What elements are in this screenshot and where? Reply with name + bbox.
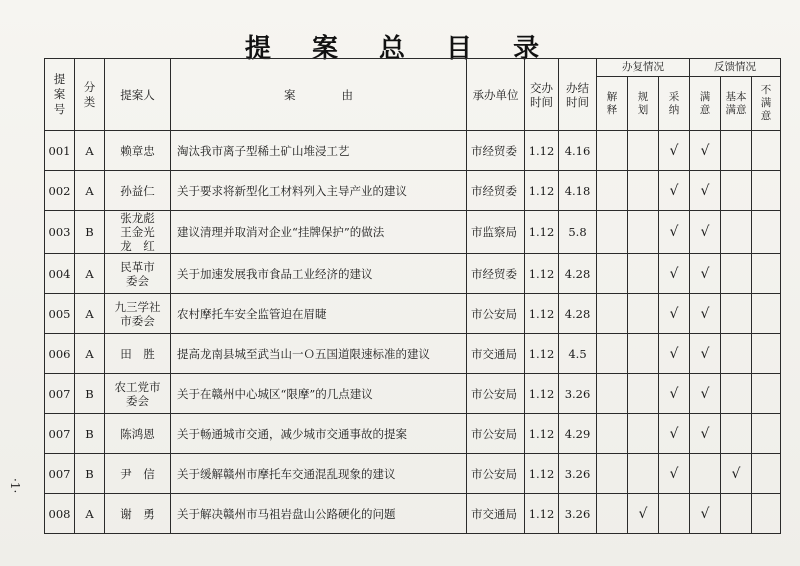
header-handling-group: 办复情况 bbox=[597, 59, 690, 77]
header-feedback-group: 反馈情况 bbox=[690, 59, 781, 77]
check-mark-unsatisfied bbox=[752, 131, 781, 171]
check-mark-explain bbox=[597, 294, 628, 334]
cell-done: 4.28 bbox=[559, 294, 597, 334]
cell-proposer: 谢 勇 bbox=[105, 494, 171, 534]
cell-done: 3.26 bbox=[559, 494, 597, 534]
cell-unit: 市公安局 bbox=[467, 414, 525, 454]
check-mark-unsatisfied bbox=[752, 254, 781, 294]
cell-no: 001 bbox=[45, 131, 75, 171]
cell-handover: 1.12 bbox=[525, 254, 559, 294]
cell-handover: 1.12 bbox=[525, 494, 559, 534]
check-mark-satisfied: √ bbox=[690, 334, 721, 374]
check-mark-unsatisfied bbox=[752, 494, 781, 534]
check-mark-plan bbox=[628, 374, 659, 414]
table-row bbox=[45, 334, 781, 374]
cell-unit: 市监察局 bbox=[467, 211, 525, 254]
cell-done: 3.26 bbox=[559, 454, 597, 494]
table-row bbox=[45, 171, 781, 211]
check-mark-adopt: √ bbox=[659, 211, 690, 254]
cell-unit: 市经贸委 bbox=[467, 171, 525, 211]
header-no: 提案号 bbox=[45, 59, 75, 131]
cell-no: 004 bbox=[45, 254, 75, 294]
check-mark-explain bbox=[597, 171, 628, 211]
cell-unit: 市公安局 bbox=[467, 454, 525, 494]
check-mark-plan bbox=[628, 414, 659, 454]
cell-proposer: 田 胜 bbox=[105, 334, 171, 374]
check-mark-plan bbox=[628, 454, 659, 494]
cell-category: B bbox=[75, 374, 105, 414]
header-unsatisfied: 不满意 bbox=[752, 77, 781, 131]
cell-category: B bbox=[75, 211, 105, 254]
check-mark-plan bbox=[628, 254, 659, 294]
check-mark-adopt: √ bbox=[659, 414, 690, 454]
header-proposer: 提案人 bbox=[105, 59, 171, 131]
check-mark-explain bbox=[597, 211, 628, 254]
table-row bbox=[45, 374, 781, 414]
check-mark-unsatisfied bbox=[752, 414, 781, 454]
check-mark-unsatisfied bbox=[752, 294, 781, 334]
check-mark-adopt: √ bbox=[659, 254, 690, 294]
check-mark-adopt: √ bbox=[659, 171, 690, 211]
cell-reason: 提高龙南县城至武当山一Ｏ五国道限速标准的建议 bbox=[171, 334, 467, 374]
check-mark-satisfied: √ bbox=[690, 374, 721, 414]
check-mark-basically-satisfied bbox=[721, 294, 752, 334]
header-adopt: 采纳 bbox=[659, 77, 690, 131]
page-number: ·1· bbox=[8, 478, 22, 494]
check-mark-plan: √ bbox=[628, 494, 659, 534]
table-row bbox=[45, 131, 781, 171]
cell-unit: 市经贸委 bbox=[467, 131, 525, 171]
check-mark-adopt: √ bbox=[659, 454, 690, 494]
check-mark-adopt: √ bbox=[659, 131, 690, 171]
cell-handover: 1.12 bbox=[525, 211, 559, 254]
check-mark-unsatisfied bbox=[752, 211, 781, 254]
check-mark-basically-satisfied bbox=[721, 131, 752, 171]
check-mark-satisfied: √ bbox=[690, 211, 721, 254]
check-mark-plan bbox=[628, 131, 659, 171]
cell-handover: 1.12 bbox=[525, 374, 559, 414]
page-title: 提 案 总 目 录 bbox=[244, 34, 556, 64]
cell-reason: 关于在赣州中心城区“限摩”的几点建议 bbox=[171, 374, 467, 414]
cell-proposer: 张龙彪 王金光 龙 红 bbox=[105, 211, 171, 254]
cell-done: 4.18 bbox=[559, 171, 597, 211]
check-mark-explain bbox=[597, 374, 628, 414]
cell-reason: 关于加速发展我市食品工业经济的建议 bbox=[171, 254, 467, 294]
cell-category: A bbox=[75, 494, 105, 534]
check-mark-satisfied bbox=[690, 454, 721, 494]
cell-no: 007 bbox=[45, 414, 75, 454]
header-satisfied: 满意 bbox=[690, 77, 721, 131]
check-mark-adopt: √ bbox=[659, 374, 690, 414]
cell-done: 4.28 bbox=[559, 254, 597, 294]
check-mark-plan bbox=[628, 294, 659, 334]
header-category: 分类 bbox=[75, 59, 105, 131]
cell-reason: 淘汰我市离子型稀土矿山堆浸工艺 bbox=[171, 131, 467, 171]
cell-category: A bbox=[75, 131, 105, 171]
check-mark-satisfied: √ bbox=[690, 171, 721, 211]
check-mark-adopt bbox=[659, 494, 690, 534]
cell-reason: 关于解决赣州市马祖岩盘山公路硬化的问题 bbox=[171, 494, 467, 534]
header-explain: 解释 bbox=[597, 77, 628, 131]
cell-handover: 1.12 bbox=[525, 294, 559, 334]
check-mark-basically-satisfied bbox=[721, 494, 752, 534]
cell-no: 005 bbox=[45, 294, 75, 334]
cell-proposer: 尹 信 bbox=[105, 454, 171, 494]
proposal-table bbox=[44, 58, 781, 534]
cell-proposer: 赖章忠 bbox=[105, 131, 171, 171]
cell-category: A bbox=[75, 254, 105, 294]
cell-no: 006 bbox=[45, 334, 75, 374]
check-mark-basically-satisfied bbox=[721, 171, 752, 211]
cell-reason: 关于要求将新型化工材料列入主导产业的建议 bbox=[171, 171, 467, 211]
check-mark-explain bbox=[597, 414, 628, 454]
table-row bbox=[45, 211, 781, 254]
cell-unit: 市交通局 bbox=[467, 494, 525, 534]
check-mark-satisfied: √ bbox=[690, 254, 721, 294]
check-mark-adopt: √ bbox=[659, 294, 690, 334]
check-mark-unsatisfied bbox=[752, 171, 781, 211]
check-mark-satisfied: √ bbox=[690, 414, 721, 454]
table-row bbox=[45, 294, 781, 334]
cell-proposer: 陈鸿恩 bbox=[105, 414, 171, 454]
check-mark-unsatisfied bbox=[752, 334, 781, 374]
header-unit: 承办单位 bbox=[467, 59, 525, 131]
check-mark-plan bbox=[628, 211, 659, 254]
check-mark-basically-satisfied bbox=[721, 414, 752, 454]
header-handover-time: 交办时间 bbox=[525, 59, 559, 131]
header-reason: 案 由 bbox=[171, 59, 467, 131]
cell-handover: 1.12 bbox=[525, 131, 559, 171]
cell-category: A bbox=[75, 334, 105, 374]
cell-category: A bbox=[75, 171, 105, 211]
check-mark-satisfied: √ bbox=[690, 494, 721, 534]
cell-reason: 农村摩托车安全监管迫在眉睫 bbox=[171, 294, 467, 334]
header-completion-time: 办结时间 bbox=[559, 59, 597, 131]
check-mark-satisfied: √ bbox=[690, 131, 721, 171]
check-mark-plan bbox=[628, 334, 659, 374]
table-row bbox=[45, 494, 781, 534]
check-mark-basically-satisfied bbox=[721, 374, 752, 414]
check-mark-unsatisfied bbox=[752, 454, 781, 494]
cell-handover: 1.12 bbox=[525, 414, 559, 454]
cell-category: B bbox=[75, 414, 105, 454]
check-mark-satisfied: √ bbox=[690, 294, 721, 334]
cell-no: 002 bbox=[45, 171, 75, 211]
cell-unit: 市交通局 bbox=[467, 334, 525, 374]
cell-reason: 关于畅通城市交通，减少城市交通事故的提案 bbox=[171, 414, 467, 454]
cell-reason: 建议清理并取消对企业“挂牌保护”的做法 bbox=[171, 211, 467, 254]
cell-no: 007 bbox=[45, 454, 75, 494]
cell-done: 5.8 bbox=[559, 211, 597, 254]
cell-category: A bbox=[75, 294, 105, 334]
check-mark-explain bbox=[597, 334, 628, 374]
cell-no: 008 bbox=[45, 494, 75, 534]
check-mark-adopt: √ bbox=[659, 334, 690, 374]
cell-no: 007 bbox=[45, 374, 75, 414]
cell-done: 4.16 bbox=[559, 131, 597, 171]
cell-proposer: 九三学社 市委会 bbox=[105, 294, 171, 334]
cell-category: B bbox=[75, 454, 105, 494]
cell-proposer: 孙益仁 bbox=[105, 171, 171, 211]
header-plan: 规划 bbox=[628, 77, 659, 131]
cell-done: 4.5 bbox=[559, 334, 597, 374]
cell-handover: 1.12 bbox=[525, 334, 559, 374]
table-row bbox=[45, 454, 781, 494]
check-mark-explain bbox=[597, 131, 628, 171]
check-mark-explain bbox=[597, 494, 628, 534]
cell-handover: 1.12 bbox=[525, 171, 559, 211]
check-mark-basically-satisfied bbox=[721, 254, 752, 294]
cell-reason: 关于缓解赣州市摩托车交通混乱现象的建议 bbox=[171, 454, 467, 494]
cell-proposer: 民革市 委会 bbox=[105, 254, 171, 294]
check-mark-explain bbox=[597, 254, 628, 294]
cell-done: 3.26 bbox=[559, 374, 597, 414]
check-mark-basically-satisfied bbox=[721, 211, 752, 254]
header-basically-satisfied: 基本满意 bbox=[721, 77, 752, 131]
cell-unit: 市公安局 bbox=[467, 374, 525, 414]
table-row bbox=[45, 254, 781, 294]
check-mark-basically-satisfied: √ bbox=[721, 454, 752, 494]
cell-proposer: 农工党市 委会 bbox=[105, 374, 171, 414]
check-mark-unsatisfied bbox=[752, 374, 781, 414]
cell-no: 003 bbox=[45, 211, 75, 254]
cell-unit: 市经贸委 bbox=[467, 254, 525, 294]
cell-unit: 市公安局 bbox=[467, 294, 525, 334]
check-mark-basically-satisfied bbox=[721, 334, 752, 374]
check-mark-explain bbox=[597, 454, 628, 494]
cell-handover: 1.12 bbox=[525, 454, 559, 494]
cell-done: 4.29 bbox=[559, 414, 597, 454]
check-mark-plan bbox=[628, 171, 659, 211]
table-row bbox=[45, 414, 781, 454]
